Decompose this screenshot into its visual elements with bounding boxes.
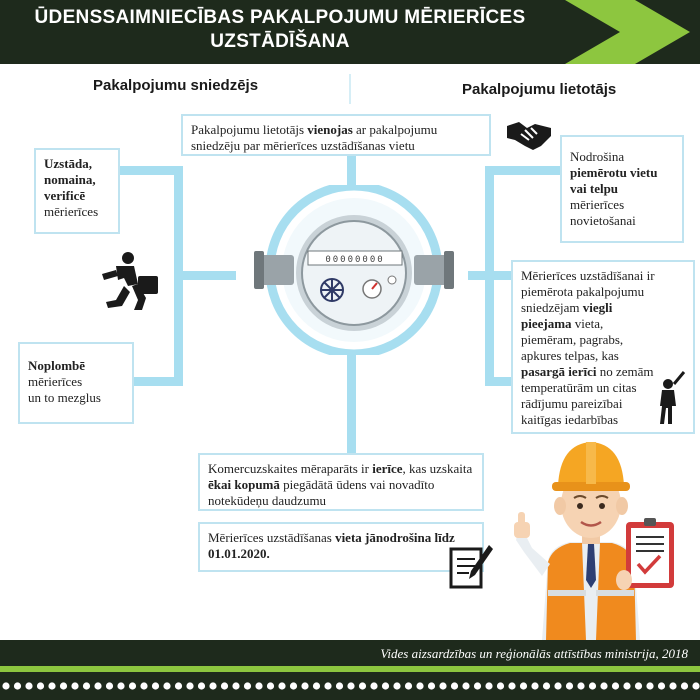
running-worker-icon [98, 250, 162, 312]
pipe-right-top [485, 166, 565, 175]
footer-dot [405, 682, 412, 689]
footer-dot [531, 682, 538, 689]
commercial-text-3: piegādātā ūdens vai novadīto notekūdeņu daudzumu [208, 477, 435, 508]
page-title-line-1: ŪDENSSAIMNIECĪBAS PAKALPOJUMU MĒRIERĪCES [34, 7, 526, 28]
engineer-illustration [512, 430, 687, 640]
footer-dot [221, 682, 228, 689]
install-text-1: mērierīces [44, 204, 99, 219]
pipe-bottom [347, 338, 356, 456]
footer-dot [186, 682, 193, 689]
commercial-text-bold-2: ēkai kopumā [208, 477, 280, 492]
footer-dot [589, 682, 596, 689]
seal-text-1: mērierīces [28, 374, 83, 389]
seal-text-2: un to mezglus [28, 390, 101, 405]
footer-dot [83, 682, 90, 689]
user-column-title: Pakalpojumu lietotājs [462, 81, 617, 98]
install-box [34, 148, 120, 234]
access-text-1: Mērierīces uzstādīšanai ir piemērota pakalpojumu sniedzējam [521, 268, 655, 315]
page-title [0, 6, 560, 54]
footer-dot [94, 682, 101, 689]
footer-dot [543, 682, 550, 689]
agreement-box [181, 114, 491, 156]
footer-dot [508, 682, 515, 689]
footer-dot [14, 682, 21, 689]
footer-dot [336, 682, 343, 689]
footer-dot [646, 682, 653, 689]
footer-dot [692, 682, 699, 689]
pipe-left-top [113, 166, 181, 175]
footer-dot [451, 682, 458, 689]
footer-dot [681, 682, 688, 689]
pipe-right-vertical [485, 166, 494, 386]
document-pen-icon [449, 543, 495, 589]
deadline-text-bold: vieta jānodrošina līdz 01.01.2020. [208, 530, 455, 561]
footer-dot [129, 682, 136, 689]
footer-dot [635, 682, 642, 689]
footer-dot [2, 682, 9, 689]
footer-dot [313, 682, 320, 689]
pipe-right-bottom [485, 377, 513, 386]
footer-dot [623, 682, 630, 689]
place-text-bold-1: piemērotu vietu [570, 165, 658, 180]
footer-dot [393, 682, 400, 689]
footer-dot [71, 682, 78, 689]
footer-dot [324, 682, 331, 689]
footer-accent-stripe [0, 666, 700, 672]
footer-dot [290, 682, 297, 689]
page-title-line-2: UZSTĀDĪŠANA [210, 31, 350, 52]
footer-dot [232, 682, 239, 689]
footer-dot [485, 682, 492, 689]
access-text-bold-2: pasargā ierīci [521, 364, 597, 379]
place-text-1: Nodrošina [570, 149, 625, 164]
arrow-icon [555, 0, 700, 64]
footer-dot [497, 682, 504, 689]
place-text-2: mērierīces [570, 197, 625, 212]
footer-dot [60, 682, 67, 689]
commercial-meter-box [198, 453, 484, 511]
footer-dot [359, 682, 366, 689]
footer-dot [175, 682, 182, 689]
footer-dot [520, 682, 527, 689]
handshake-icon [505, 116, 553, 152]
footer-dot [152, 682, 159, 689]
footer-dot [382, 682, 389, 689]
install-text-bold-3: verificē [44, 188, 86, 203]
deadline-box [198, 522, 484, 572]
access-text-2: vieta, piemēram, pagrabs, apkures telpas, kas [521, 316, 624, 363]
provider-column-title: Pakalpojumu sniedzējs [93, 77, 259, 94]
footer-dot [566, 682, 573, 689]
footer-dot [278, 682, 285, 689]
seal-text-bold: Noplombē [28, 358, 86, 373]
footer-dot [462, 682, 469, 689]
footer-dot [244, 682, 251, 689]
footer-dot [554, 682, 561, 689]
footer-dot [209, 682, 216, 689]
footer-dot [669, 682, 676, 689]
commercial-text-bold-1: ierīce [372, 461, 403, 476]
column-divider [349, 74, 351, 104]
footer-dot [48, 682, 55, 689]
footer-dot [301, 682, 308, 689]
agreement-text-bold: vienojas [307, 122, 353, 137]
access-text-bold-1: viegli pieejama [521, 300, 613, 331]
access-text-3: no zemām temperatūrām un citas rādījumu pareizībai kaitīgas iedarbības [521, 364, 654, 427]
footer-credit: Vides aizsardzības un reģionālās attīstības ministrija, 2018 [380, 646, 688, 661]
place-box [560, 135, 684, 243]
footer-dot [106, 682, 113, 689]
footer-dot [198, 682, 205, 689]
footer-dot [416, 682, 423, 689]
meter-digits: 00000000 [325, 255, 385, 265]
footer-dot [25, 682, 32, 689]
footer-dot [658, 682, 665, 689]
commercial-text-2: , kas uzskaita [402, 461, 473, 476]
deadline-text-1: Mērierīces uzstādīšanas [208, 530, 336, 545]
place-text-bold-2: vai telpu [570, 181, 619, 196]
footer-dot [140, 682, 147, 689]
vandal-icon [654, 370, 688, 426]
footer-dot [612, 682, 619, 689]
footer-dot [267, 682, 274, 689]
footer-dot [577, 682, 584, 689]
footer-dot [347, 682, 354, 689]
footer-dot [428, 682, 435, 689]
footer-dot [163, 682, 170, 689]
water-meter-illustration [226, 185, 482, 355]
footer-dot [37, 682, 44, 689]
footer-dots-decoration [0, 679, 700, 693]
footer-dot [370, 682, 377, 689]
footer-dot [439, 682, 446, 689]
footer-dot [600, 682, 607, 689]
footer-dot [255, 682, 262, 689]
commercial-text-1: Komercuzskaites mēraparāts ir [208, 461, 373, 476]
install-text-bold-2: nomaina, [44, 172, 96, 187]
footer-dot [117, 682, 124, 689]
agreement-text-1: Pakalpojumu lietotājs [191, 122, 308, 137]
agreement-text-2: ar pakalpojumu sniedzēju par mērierīces uzstādīšanas vietu [191, 122, 438, 153]
install-text-bold-1: Uzstāda, [44, 156, 93, 171]
place-text-3: novietošanai [570, 213, 636, 228]
seal-box [18, 342, 134, 424]
footer-dot [474, 682, 481, 689]
